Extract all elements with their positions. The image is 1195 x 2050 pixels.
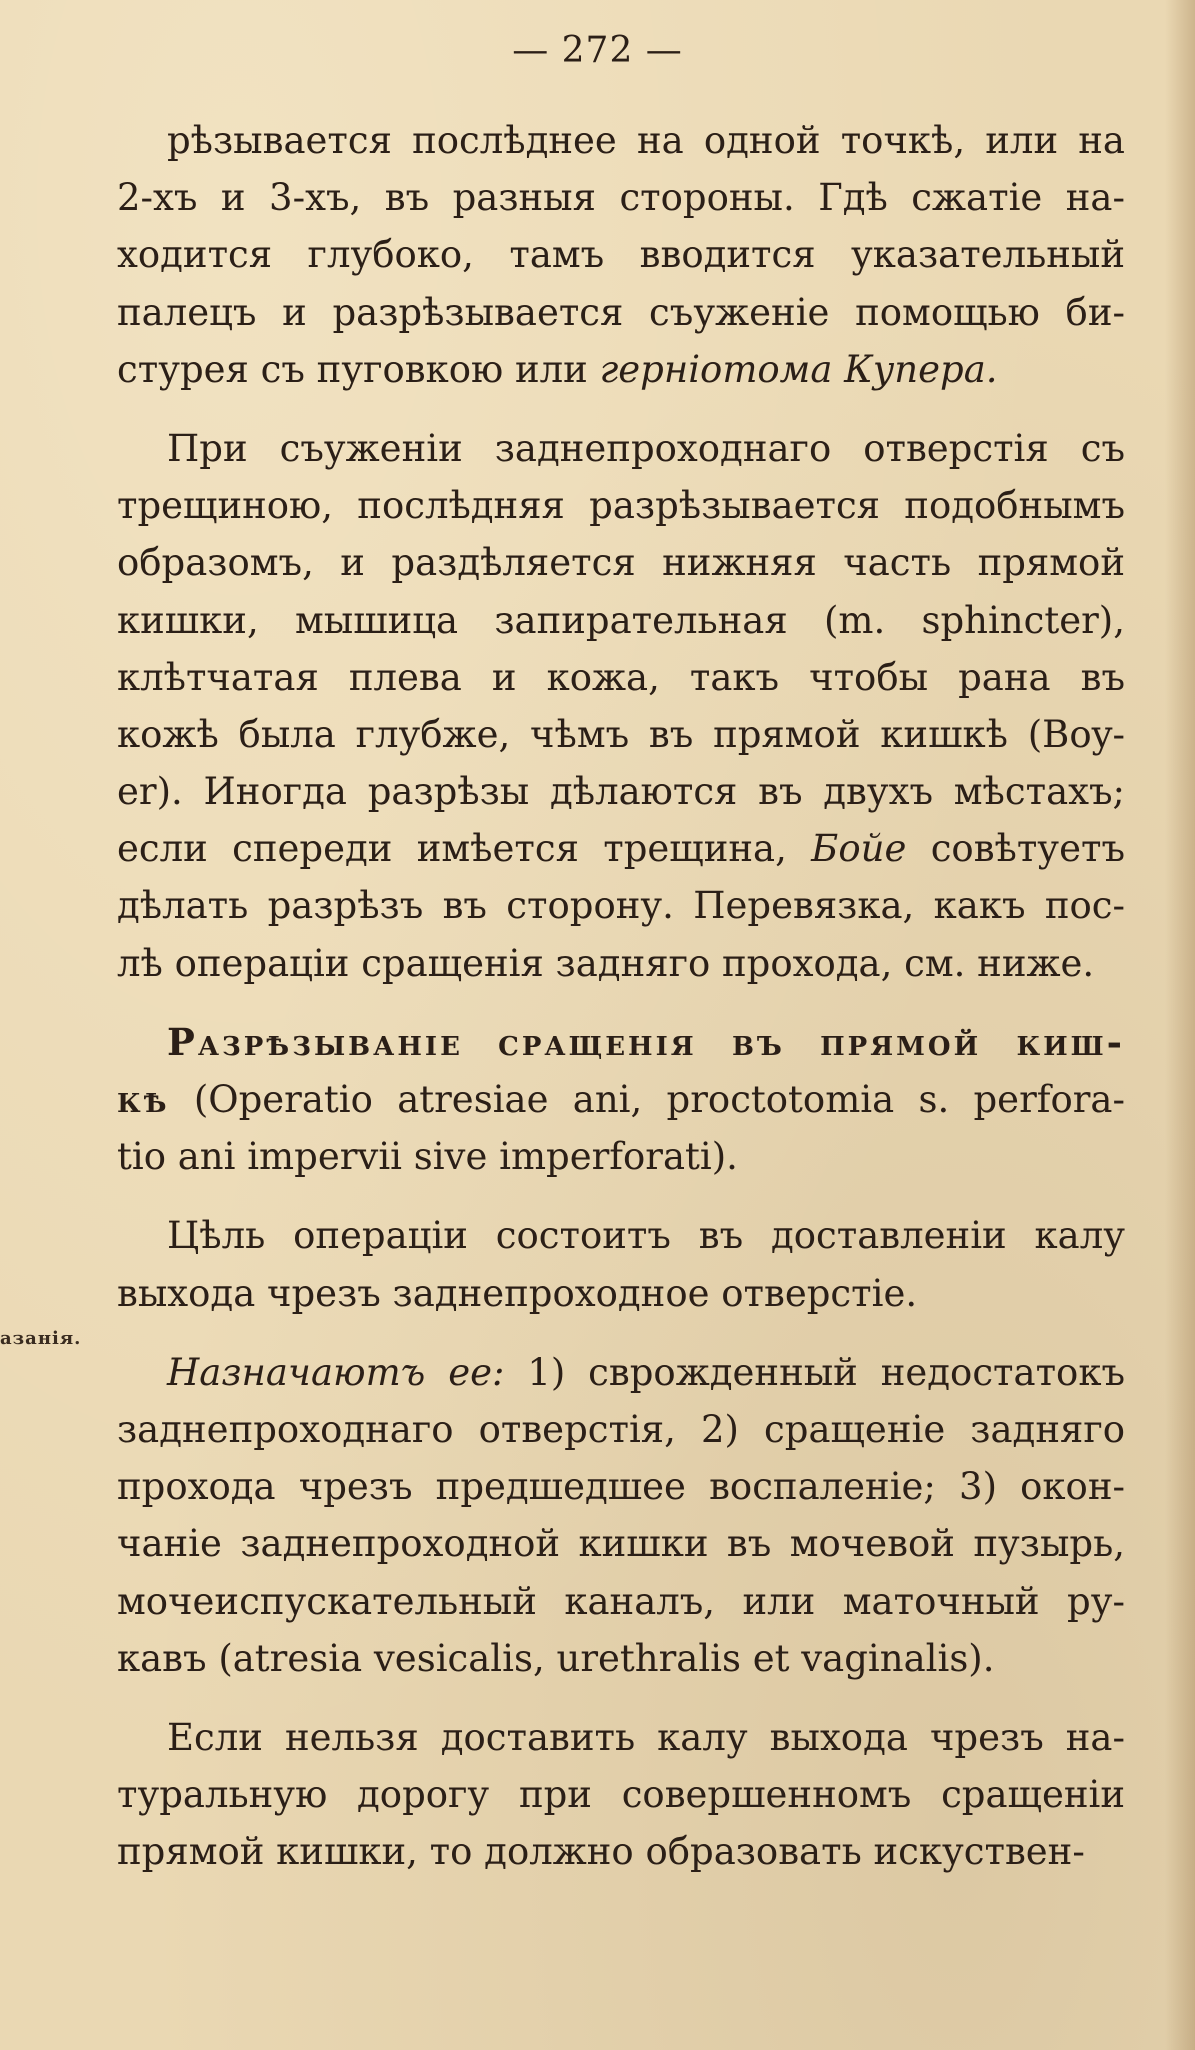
text-line	[117, 1071, 1125, 1128]
small-caps-heading: Разрѣзываніе сращенія въ прямой киш-	[167, 1019, 1125, 1064]
text-line: tio ani impervii sive imperforati).	[117, 1135, 738, 1179]
text-line: 2-хъ и 3-хъ, въ разныя стороны. Гдѣ сжатіе на-	[117, 176, 1125, 220]
italic-text: герніотома Купера.	[599, 347, 998, 391]
text-line: мочеиспускательный каналъ, или маточный ру-	[117, 1579, 1125, 1623]
paragraph-gap	[117, 1185, 1125, 1207]
text-line	[117, 1014, 1125, 1071]
text-line: чаніе заднепроходной кишки въ мочевой пузырь,	[117, 1522, 1125, 1566]
text-line	[117, 1344, 1125, 1401]
text-line: рѣзывается послѣднее на одной точкѣ, или на	[167, 119, 1125, 162]
text-line: трещиною, послѣдняя разрѣзывается подобнымъ	[117, 484, 1125, 528]
text-line: палецъ и разрѣзывается съуженіе помощью би-	[117, 290, 1125, 334]
paragraph	[117, 112, 1125, 398]
text-line: er). Иногда разрѣзы дѣлаются въ двухъ мѣстахъ;	[117, 770, 1125, 814]
margin-note: азанія.	[0, 1328, 82, 1349]
text-line: При съуженіи заднепроходнаго отверстія съ	[167, 426, 1125, 470]
italic-text: Назначаютъ ее:	[167, 1350, 505, 1394]
paragraph	[117, 420, 1125, 992]
page-number: — 272 —	[512, 30, 683, 71]
paragraph-gap	[117, 992, 1125, 1014]
text-line: образомъ, и раздѣляется нижняя часть прямой	[117, 541, 1125, 585]
text-line: ходится глубоко, тамъ вводится указательный	[117, 233, 1125, 277]
text-run: 1) сврожденный недостатокъ	[504, 1350, 1125, 1394]
text-line: прохода чрезъ предшедшее воспаленіе; 3) окон-	[117, 1465, 1125, 1509]
text-line: заднепроходнаго отверстія, 2) сращеніе задняго	[117, 1407, 1125, 1451]
small-caps-heading: кѣ	[117, 1077, 170, 1121]
page-edge-shadow	[1165, 0, 1195, 2050]
paragraph	[117, 1207, 1125, 1321]
body-text	[117, 112, 1125, 1880]
text-run: если спереди имѣется трещина,	[117, 827, 812, 871]
paragraph	[117, 1709, 1125, 1881]
paragraph-gap	[117, 1687, 1125, 1709]
text-run: стурея съ пуговкою или	[117, 347, 600, 391]
text-line: кишки, мышица запирательная (m. sphincter),	[117, 598, 1125, 642]
paragraph-gap	[117, 398, 1125, 420]
text-line: выхода чрезъ заднепроходное отверстіе.	[117, 1271, 918, 1315]
italic-text: Бойе	[811, 827, 907, 871]
text-line	[117, 341, 1125, 398]
paragraph	[117, 1344, 1125, 1687]
paragraph-gap	[117, 1322, 1125, 1344]
text-line: дѣлать разрѣзъ въ сторону. Перевязка, какъ пос-	[117, 884, 1125, 928]
text-line: прямой кишки, то должно образовать искуствен-	[117, 1830, 1085, 1874]
text-line: Цѣль операціи состоитъ въ доставленіи калу	[167, 1214, 1125, 1258]
text-line: Если нельзя доставить калу выхода чрезъ на-	[167, 1715, 1125, 1759]
text-line: лѣ операціи сращенія задняго прохода, см. ниже.	[117, 941, 1095, 985]
paragraph	[117, 1014, 1125, 1186]
text-run: (Operatio atresiae ani, proctotomia s. perfora-	[169, 1078, 1125, 1121]
text-line: кавъ (atresia vesicalis, urethralis et vaginalis).	[117, 1636, 995, 1680]
text-line: клѣтчатая плева и кожа, такъ чтобы рана въ	[117, 655, 1125, 699]
text-line: туральную дорогу при совершенномъ сращеніи	[117, 1773, 1125, 1817]
text-line	[117, 820, 1125, 877]
text-line: кожѣ была глубже, чѣмъ въ прямой кишкѣ (Boy-	[117, 712, 1125, 756]
text-run: совѣтуетъ	[906, 827, 1125, 871]
